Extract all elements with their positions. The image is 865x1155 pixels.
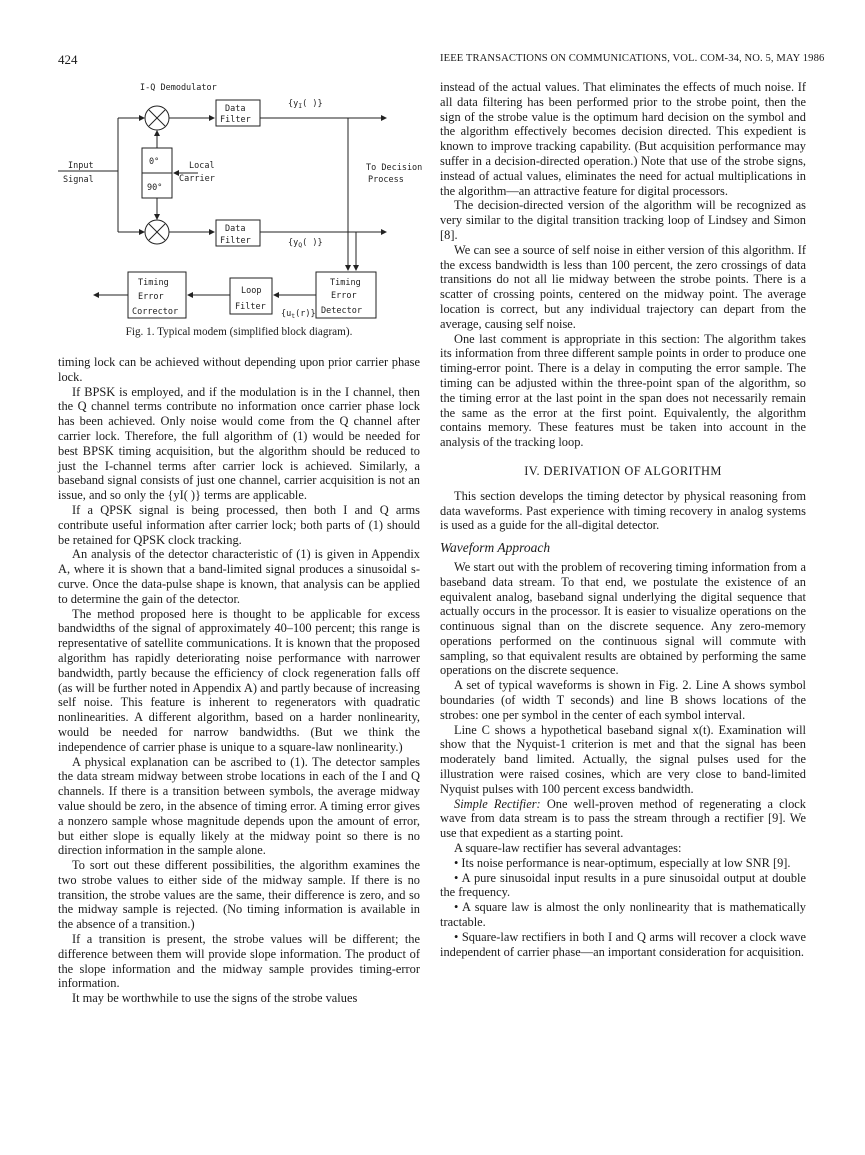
paragraph: It may be worthwhile to use the signs of the strobe values (72, 991, 358, 1006)
subsection-heading: Waveform Approach (440, 540, 551, 556)
figure-caption: Fig. 1. Typical modem (simplified block diagram). (125, 326, 353, 338)
paragraph: The decision-directed version of the algorithm will be recognized as very similar to the digital transition tracking loop of Lindsey and Simon [8]. (440, 198, 806, 242)
right-column (440, 80, 806, 959)
paragraph: instead of the actual values. That eliminates the effects of much noise. If all data filtering has been performed prior to the strobe point, then the sign of the strobe value is the optimum hard decision on the symbol and the algorithm effectively becomes decision directed. This expedient is known to improve tracking capability. (But acquisition performance may suffer in a decision-directed operation.) Note that use of the strobe signs, instead of actual values, eliminates the need for actual multiplications in the algorithm—an attractive feature for digital processors. (440, 80, 806, 198)
paragraph: If BPSK is employed, and if the modulation is in the I channel, then the Q channel terms contribute no information once carrier phase lock has been achieved. Only noise would come from the Q channel after carrier lock. Therefore, the full algorithm of (1) would be needed for best BPSK timing acquisition, but the algorithm should be reduced to just the I-channel terms after carrier lock is achieved. Similarly, a baseband signal consists of just one channel, carrier acquisition is not an issue, and so only the {yI( )} terms are applicable. (58, 384, 420, 503)
paragraph: This section develops the timing detector by physical reasoning from data waveforms. Past experience with timing recovery in analog systems is used as a guide for the all-digital detector. (440, 488, 806, 533)
svg-text:Filter: Filter (220, 236, 251, 246)
yi-label: {$y_I$( )} (288, 99, 323, 110)
paragraph: Line C shows a hypothetical baseband signal x(t). Examination will show that the Nyquist-1 criterion is met and that the signal has been moderately band limited. Actually, the signal pulses used for the illustration were raised cosines, which are very close to band-limited Nyquist pulses with 100 percent excess bandwidth. (440, 722, 806, 796)
phase-0-label: 0° (149, 157, 160, 167)
demodulator-title: I-Q Demodulator (140, 83, 217, 93)
svg-text:Error: Error (138, 292, 164, 302)
paragraph: One last comment is appropriate in this section: The algorithm takes its information from three different sample points in order to produce one timing-error point. There is a delay in computing the error sample. The timing can be adjusted within the three-point span of the algorithm, so the timing error at the last point in the span does not necessarily remain the same as the error at the first point. Equivalently, the algorithm contains memory. These features must be taken into account in the analysis of the tracking loop. (440, 331, 806, 450)
page-header (0, 52, 865, 68)
yq-label: {$y_Q$( )} (288, 238, 323, 249)
bullet-item: • A pure sinusoidal input results in a pure sinusoidal output at double the frequency. (440, 870, 806, 900)
paragraph: We start out with the problem of recovering timing information from a baseband data stream. To that end, we postulate the existence of an equivalent analog, baseband signal underlying the digital sequence that actually occurs in the processor. It is easier to visualize operations on the continuous signal than on the discrete sequence. Any zero-memory operations performed on the continuous signal will commute with sampling, so that equivalent results are obtained by performing the same operations on the discrete sequence. (440, 559, 806, 678)
bullet-item: • Square-law rectifiers in both I and Q arms will recover a clock wave independent of carrier phase—an important consideration for acquisition. (440, 929, 806, 959)
process-label: Process (368, 175, 404, 185)
paragraph (440, 797, 806, 841)
left-column (58, 355, 420, 1006)
local-label: Local (189, 161, 215, 171)
paragraph: A physical explanation can be ascribed to (1). The detector samples the data stream midway between strobe locations in each of the I and Q channels. If there is a transition between symbols, the average midway value should be zero, in the absence of timing error. A timing error gives a nonzero sample whose magnitude depends upon the amount of error, but either slope is equally likely at the midway point so there is no direction information in the sample alone. (58, 754, 420, 858)
rectifier-lead: Simple Rectifier: (454, 796, 541, 811)
page-number: 424 (58, 52, 78, 67)
svg-text:Timing: Timing (330, 278, 361, 288)
svg-text:Data: Data (225, 104, 246, 114)
bottom-mixer (145, 220, 169, 244)
paragraph: If a transition is present, the strobe values will be different; the difference between them will provide slope information. The product of the slope information and the midway sample provides timing-error information. (58, 932, 420, 991)
journal-header: IEEE TRANSACTIONS ON COMMUNICATIONS, VOL. COM-34, NO. 5, MAY 1986 (440, 53, 825, 64)
to-decision-label: To Decision (366, 163, 423, 173)
svg-text:Filter: Filter (235, 302, 266, 312)
rectifier-text: One well-proven method of regenerating a clock wave from data stream is to pass the stream through a rectifier [9]. We use that expedient as a starting point. (440, 796, 806, 841)
input-label: Input (68, 161, 94, 171)
svg-text:Filter: Filter (220, 115, 251, 125)
svg-text:Loop: Loop (241, 286, 262, 296)
svg-text:Error: Error (331, 291, 357, 301)
svg-text:Data: Data (225, 224, 246, 234)
bullet-item: • A square law is almost the only nonlinearity that is mathematically tractable. (440, 900, 806, 930)
svg-text:Corrector: Corrector (132, 307, 179, 317)
paragraph: To sort out these different possibilities, the algorithm examines the two strobe values to either side of the midway sample. If there is no transition, the strobe values are the same, their difference is zero, and so the midway sample is rejected. (No timing information is available in the absence of a transition.) (58, 858, 420, 932)
paragraph: A square-law rectifier has several advantages: (454, 841, 682, 856)
paragraph: A set of typical waveforms is shown in Fig. 2. Line A shows symbol boundaries (of width T seconds) and line B shows locations of the strobes: one per symbol in the center of each symbol interval. (440, 678, 806, 722)
carrier-label: Carrier (179, 174, 215, 184)
block-diagram (58, 78, 428, 323)
paragraph: We can see a source of self noise in either version of this algorithm. If the excess bandwidth is less than 100 percent, the zero crossings of data transitions do not all lie midway between the strobe points. There is a scatter of crossing points, centered on the midway point. The average location is correct, but any individual trajectory can depart from the average, causing self noise. (440, 242, 806, 331)
svg-text:Timing: Timing (138, 278, 169, 288)
ut-label: $\{u_t(r)\}$ (281, 309, 316, 320)
paragraph: The method proposed here is thought to be applicable for excess bandwidths of the signal of approximately 40–100 percent; this range is representative of satellite communications. It is known that the proposed algorithm has rapidly deteriorating noise performance with narrower bandwidth, partly because the efficiency of clock regeneration falls off (as will be further noted in Appendix A) and partly because of increasing self noise. This feature is inherent to regenerators with quadratic nonlinearities. A different algorithm, based on a harder nonlinearity, would be needed for narrow bandwidths. (But we think the independence of carrier phase is unique to a square-law nonlinearity.) (58, 606, 420, 754)
phase-90-label: 90° (147, 183, 163, 193)
top-mixer (145, 106, 169, 130)
signal-label: Signal (63, 175, 94, 185)
paragraph: If a QPSK signal is being processed, then both I and Q arms contribute useful information after carrier lock; both parts of (1) should be retained for QPSK clock tracking. (58, 502, 420, 547)
section-heading: IV. DERIVATION OF ALGORITHM (524, 463, 722, 478)
paragraph: An analysis of the detector characteristic of (1) is given in Appendix A, where it is shown that a band-limited signal produces a sinusoidal s-curve. Once the data-pulse shape is known, that analysis can be applied to determine the gain of the detector. (58, 547, 420, 606)
svg-text:Detector: Detector (321, 306, 362, 316)
paragraph: timing lock can be achieved without depending upon prior carrier phase lock. (58, 355, 420, 384)
bullet-item: • Its noise performance is near-optimum, especially at low SNR [9]. (454, 855, 791, 870)
